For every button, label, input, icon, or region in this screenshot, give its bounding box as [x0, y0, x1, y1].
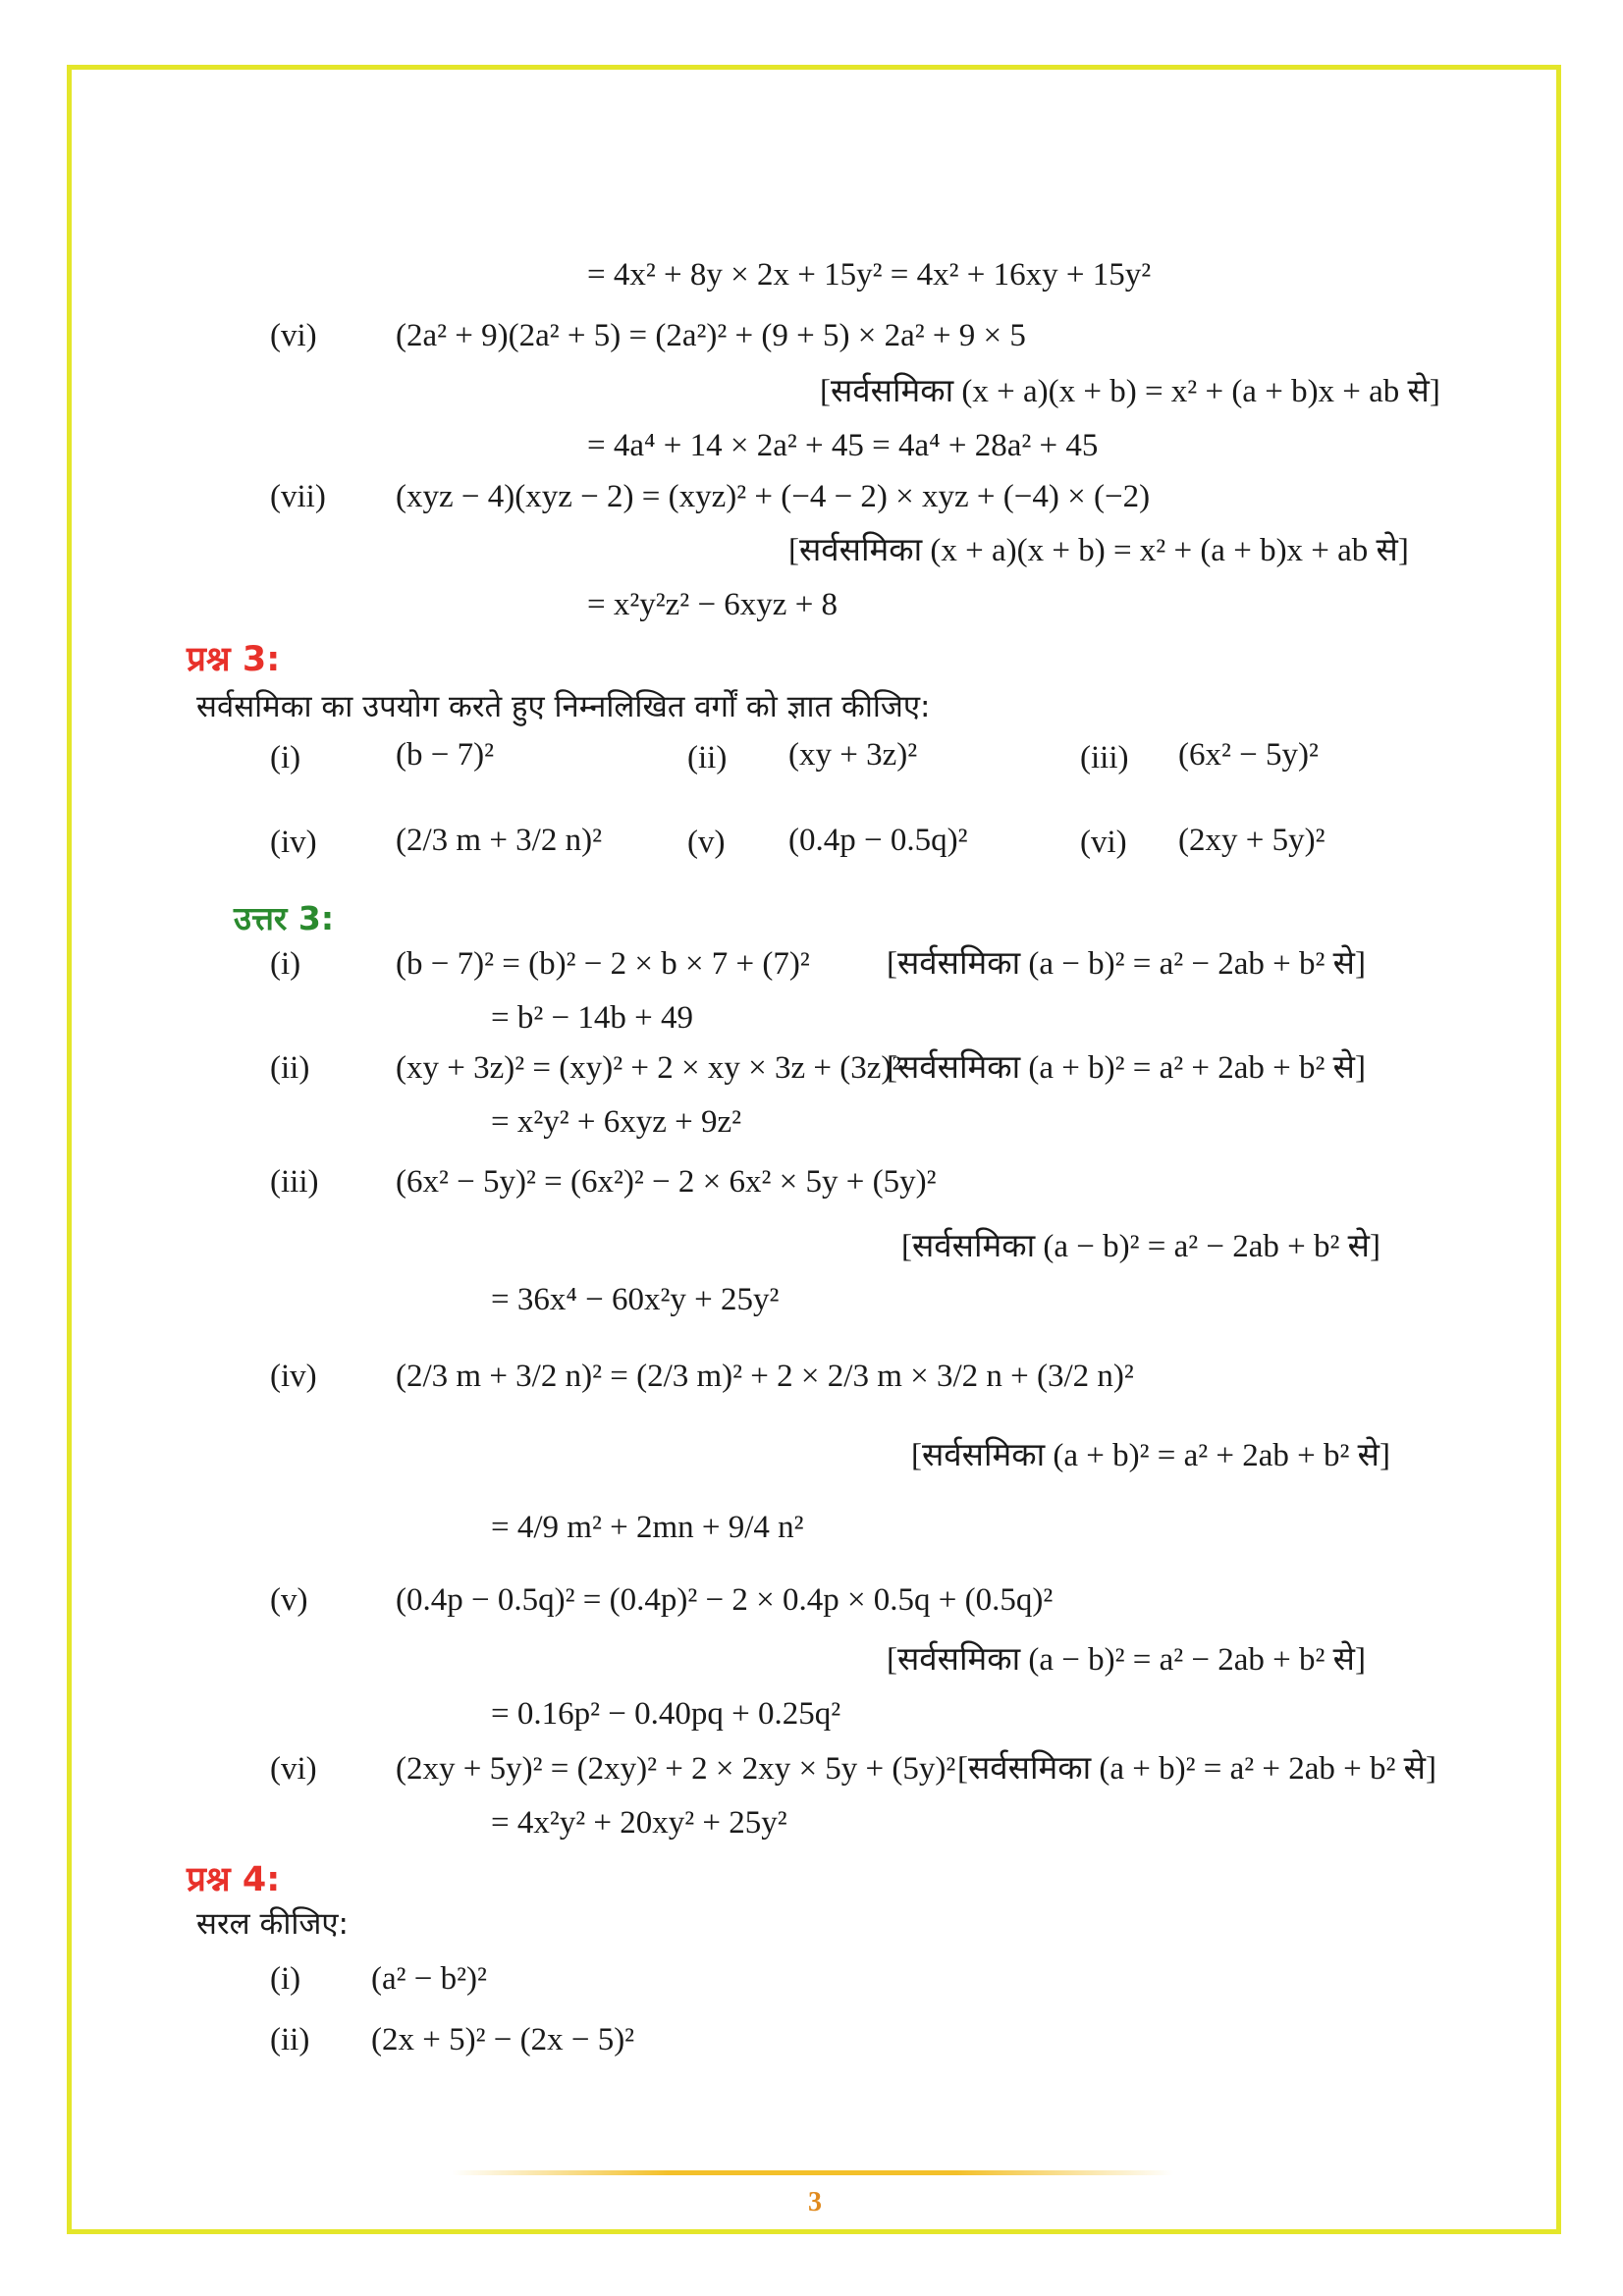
a3-label-v: (v): [270, 1582, 308, 1618]
top-label-vi: (vi): [270, 318, 317, 353]
q3-label-v: (v): [687, 825, 726, 860]
a3-note-i: [सर्वसमिका (a − b)² = a² − 2ab + b² से]: [887, 946, 1366, 982]
q3-label-iv: (iv): [270, 825, 317, 860]
a3-note-vi: [सर्वसमिका (a + b)² = a² + 2ab + b² से]: [957, 1751, 1436, 1787]
top-note-vi: [सर्वसमिका (x + a)(x + b) = x² + (a + b)x + ab से]: [820, 374, 1440, 409]
a3-line-i: (b − 7)² = (b)² − 2 × b × 7 + (7)²: [396, 946, 810, 982]
q3-item-vi: (2xy + 5y)²: [1178, 823, 1325, 858]
q4-item-i: (a² − b²)²: [371, 1961, 487, 1997]
top-label-vii: (vii): [270, 479, 326, 514]
q3-label-iii: (iii): [1080, 740, 1129, 775]
a3-label-ii: (ii): [270, 1050, 310, 1086]
a3-line-i-result: = b² − 14b + 49: [491, 1000, 693, 1036]
a3-line-iv: (2/3 m + 3/2 n)² = (2/3 m)² + 2 × 2/3 m × 3/2 n + (3/2 n)²: [396, 1359, 1134, 1394]
question-4-text: सरल कीजिए:: [196, 1906, 349, 1942]
a3-line-v-result: = 0.16p² − 0.40pq + 0.25q²: [491, 1696, 841, 1732]
q3-label-vi: (vi): [1080, 825, 1127, 860]
a3-line-iii-result: = 36x⁴ − 60x²y + 25y²: [491, 1282, 780, 1317]
a3-note-v: [सर्वसमिका (a − b)² = a² − 2ab + b² से]: [887, 1642, 1366, 1678]
q4-label-ii: (ii): [270, 2022, 310, 2057]
q3-label-ii: (ii): [687, 740, 728, 775]
a3-note-iii: [सर्वसमिका (a − b)² = a² − 2ab + b² से]: [901, 1229, 1380, 1264]
a3-label-vi: (vi): [270, 1751, 317, 1787]
q3-item-iv: (2/3 m + 3/2 n)²: [396, 823, 602, 858]
a3-line-vi: (2xy + 5y)² = (2xy)² + 2 × 2xy × 5y + (5y)²: [396, 1751, 956, 1787]
top-line-vii-result: = x²y²z² − 6xyz + 8: [587, 587, 839, 622]
top-note-vii: [सर्वसमिका (x + a)(x + b) = x² + (a + b)x + ab से]: [788, 533, 1409, 568]
question-4-heading: प्रश्न 4:: [187, 1860, 281, 1899]
footer-divider: [452, 2170, 1173, 2175]
a3-line-iv-result: = 4/9 m² + 2mn + 9/4 n²: [491, 1510, 804, 1545]
q4-label-i: (i): [270, 1961, 301, 1997]
a3-line-iii: (6x² − 5y)² = (6x²)² − 2 × 6x² × 5y + (5y)²: [396, 1164, 937, 1200]
a3-line-ii: (xy + 3z)² = (xy)² + 2 × xy × 3z + (3z)²: [396, 1050, 902, 1086]
q4-item-ii: (2x + 5)² − (2x − 5)²: [371, 2022, 635, 2057]
a3-label-iii: (iii): [270, 1164, 319, 1200]
a3-label-iv: (iv): [270, 1359, 317, 1394]
q3-item-iii: (6x² − 5y)²: [1178, 737, 1319, 773]
a3-note-ii: [सर्वसमिका (a + b)² = a² + 2ab + b² से]: [887, 1050, 1366, 1086]
top-line-vi: (2a² + 9)(2a² + 5) = (2a²)² + (9 + 5) × 2a² + 9 × 5: [396, 318, 1026, 353]
question-3-text: सर्वसमिका का उपयोग करते हुए निम्नलिखित वर्गों को ज्ञात कीजिए:: [196, 689, 931, 724]
page-number: 3: [808, 2187, 822, 2217]
answer-3-heading: उत्तर 3:: [234, 899, 335, 937]
q3-item-v: (0.4p − 0.5q)²: [788, 823, 968, 858]
top-line-vii: (xyz − 4)(xyz − 2) = (xyz)² + (−4 − 2) × xyz + (−4) × (−2): [396, 479, 1151, 514]
a3-note-iv: [सर्वसमिका (a + b)² = a² + 2ab + b² से]: [911, 1438, 1390, 1473]
q3-label-i: (i): [270, 740, 301, 775]
q3-item-ii: (xy + 3z)²: [788, 737, 918, 773]
question-3-heading: प्रश्न 3:: [187, 640, 281, 679]
top-line-1: = 4x² + 8y × 2x + 15y² = 4x² + 16xy + 15y²: [587, 257, 1152, 293]
a3-line-vi-result: = 4x²y² + 20xy² + 25y²: [491, 1805, 787, 1841]
a3-label-i: (i): [270, 946, 301, 982]
top-line-vi-result: = 4a⁴ + 14 × 2a² + 45 = 4a⁴ + 28a² + 45: [587, 428, 1099, 463]
a3-line-ii-result: = x²y² + 6xyz + 9z²: [491, 1104, 742, 1140]
q3-item-i: (b − 7)²: [396, 737, 494, 773]
a3-line-v: (0.4p − 0.5q)² = (0.4p)² − 2 × 0.4p × 0.5q + (0.5q)²: [396, 1582, 1054, 1618]
